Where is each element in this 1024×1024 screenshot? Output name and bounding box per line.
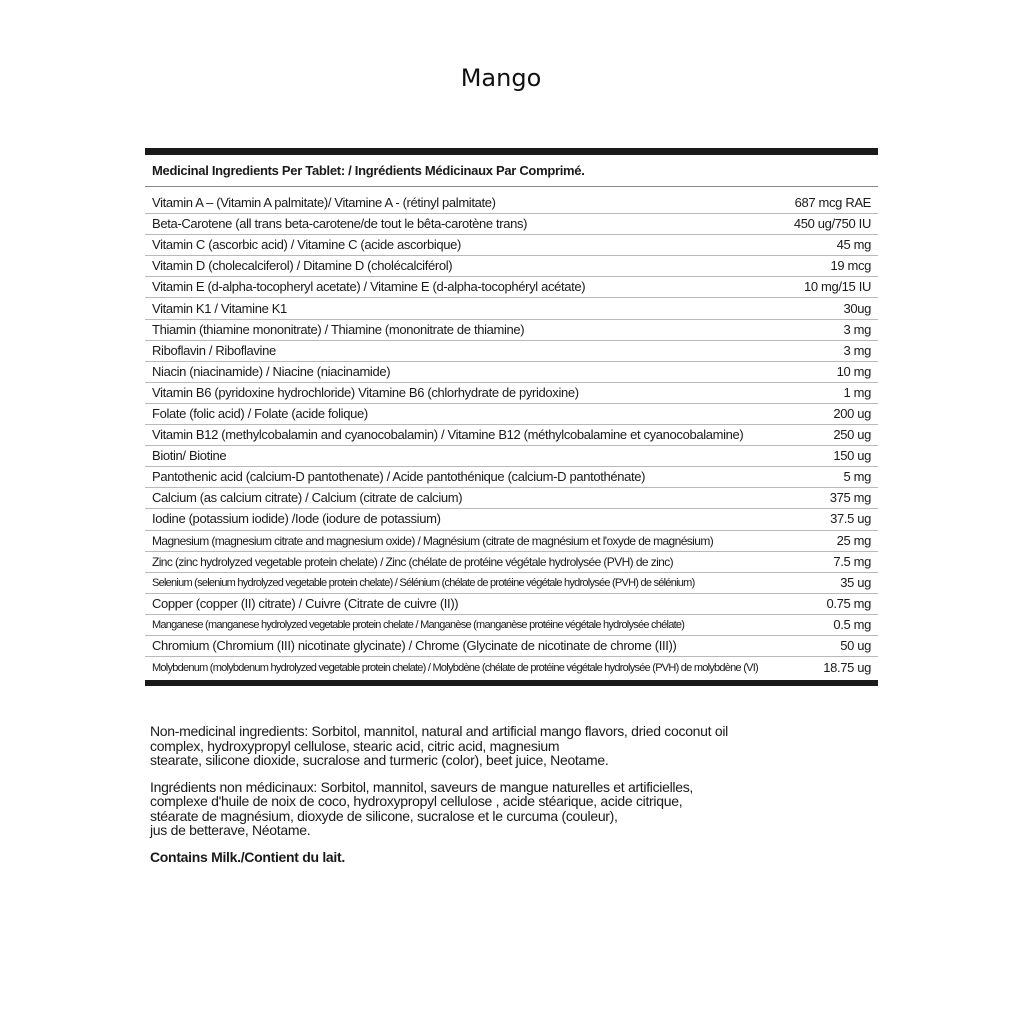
ingredient-name: Vitamin K1 / Vitamine K1 bbox=[152, 300, 287, 316]
medicinal-ingredients-panel bbox=[145, 148, 878, 686]
ingredient-row bbox=[145, 341, 878, 362]
ingredient-name: Vitamin C (ascorbic acid) / Vitamine C (acide ascorbique) bbox=[152, 237, 462, 253]
ingredient-amount: 250 ug bbox=[833, 427, 871, 443]
ingredient-name: Thiamin (thiamine mononitrate) / Thiamine (mononitrate de thiamine) bbox=[152, 321, 525, 337]
ingredient-name: Calcium (as calcium citrate) / Calcium (citrate de calcium) bbox=[152, 490, 463, 506]
ingredient-name: Vitamin B12 (methylcobalamin and cyanocobalamin) / Vitamine B12 (méthylcobalamine et cyanocobalamine) bbox=[152, 427, 744, 443]
ingredient-row bbox=[145, 573, 878, 594]
ingredient-amount: 687 mcg RAE bbox=[794, 195, 871, 211]
note-line: Ingrédients non médicinaux: Sorbitol, mannitol, saveurs de mangue naturelles et artificielles, bbox=[150, 778, 693, 795]
ingredient-name: Niacin (niacinamide) / Niacine (niacinamide) bbox=[152, 363, 391, 379]
note-line: stéarate de magnésium, dioxyde de silicone, sucralose et le curcuma (couleur), bbox=[150, 807, 618, 824]
ingredient-row bbox=[145, 636, 878, 657]
ingredient-row bbox=[145, 298, 878, 319]
note-line: complex, hydroxypropyl cellulose, stearic acid, citric acid, magnesium bbox=[150, 737, 560, 754]
page-title: Mango bbox=[460, 64, 542, 92]
ingredient-name: Riboflavin / Riboflavine bbox=[152, 342, 276, 358]
ingredient-name: Vitamin D (cholecalciferol) / Ditamine D (cholécalciférol) bbox=[152, 258, 453, 274]
ingredient-name: Vitamin A – (Vitamin A palmitate)/ Vitamine A - (rétinyl palmitate) bbox=[152, 195, 496, 211]
ingredient-row bbox=[145, 509, 878, 530]
ingredient-row bbox=[145, 235, 878, 256]
ingredient-row bbox=[145, 467, 878, 488]
ingredient-amount: 0.75 mg bbox=[826, 595, 871, 611]
ingredient-row bbox=[145, 594, 878, 615]
ingredient-amount: 35 ug bbox=[840, 574, 871, 590]
top-divider bbox=[145, 148, 878, 155]
ingredient-row bbox=[145, 657, 878, 678]
ingredient-amount: 50 ug bbox=[840, 638, 871, 654]
ingredient-row bbox=[145, 362, 878, 383]
ingredient-name: Beta-Carotene (all trans beta-carotene/de tout le bêta-carotène trans) bbox=[152, 216, 528, 232]
bottom-divider bbox=[145, 680, 878, 686]
ingredient-amount: 1 mg bbox=[843, 384, 871, 400]
allergen-statement: Contains Milk./Contient du lait. bbox=[150, 848, 345, 865]
ingredient-amount: 19 mcg bbox=[830, 258, 871, 274]
ingredient-name: Iodine (potassium iodide) /Iode (iodure de potassium) bbox=[152, 511, 441, 527]
ingredient-row bbox=[145, 488, 878, 509]
ingredient-row bbox=[145, 277, 878, 298]
ingredient-name: Biotin/ Biotine bbox=[152, 448, 227, 464]
ingredient-name: Copper (copper (II) citrate) / Cuivre (Citrate de cuivre (II)) bbox=[152, 595, 459, 611]
notes-section bbox=[150, 724, 850, 864]
ingredient-amount: 18.75 ug bbox=[823, 659, 871, 675]
ingredient-name: Pantothenic acid (calcium-D pantothenate) / Acide pantothénique (calcium-D pantothénate) bbox=[152, 469, 646, 485]
ingredient-amount: 200 ug bbox=[833, 405, 871, 421]
ingredient-amount: 3 mg bbox=[843, 342, 871, 358]
ingredient-name: Molybdenum (molybdenum hydrolyzed vegetable protein chelate) / Molybdène (chélate de protéine végétale hydrolysée (PVH) de molybdène (VI) bbox=[152, 661, 758, 674]
ingredient-name: Vitamin B6 (pyridoxine hydrochloride) Vitamine B6 (chlorhydrate de pyridoxine) bbox=[152, 384, 579, 400]
ingredient-amount: 375 mg bbox=[829, 490, 871, 506]
ingredient-amount: 150 ug bbox=[833, 448, 871, 464]
ingredient-amount: 5 mg bbox=[843, 469, 871, 485]
ingredient-amount: 37.5 ug bbox=[830, 511, 871, 527]
ingredient-amount: 30ug bbox=[843, 300, 871, 316]
ingredient-amount: 3 mg bbox=[843, 321, 871, 337]
note-line: Non-medicinal ingredients: Sorbitol, mannitol, natural and artificial mango flavors, dried coconut oil bbox=[150, 723, 728, 739]
ingredient-name: Magnesium (magnesium citrate and magnesium oxide) / Magnésium (citrate de magnésium et l'oxyde de magnésium) bbox=[152, 533, 714, 548]
ingredient-row bbox=[145, 615, 878, 636]
ingredient-row bbox=[145, 531, 878, 552]
note-line: stearate, silicone dioxide, sucralose and turmeric (color), beet juice, Neotame. bbox=[150, 752, 609, 768]
non-medicinal-ingredients-en bbox=[150, 724, 850, 768]
ingredient-amount: 45 mg bbox=[836, 237, 871, 253]
ingredient-amount: 450 ug/750 IU bbox=[793, 216, 871, 232]
ingredient-name: Manganese (manganese hydrolyzed vegetable protein chelate / Manganèse (manganèse protéine végétale hydrolysée chélate) bbox=[152, 618, 685, 631]
ingredient-row bbox=[145, 446, 878, 467]
ingredient-list bbox=[145, 193, 878, 678]
ingredient-row bbox=[145, 383, 878, 404]
ingredient-amount: 10 mg bbox=[836, 363, 871, 379]
ingredient-name: Chromium (Chromium (III) nicotinate glycinate) / Chrome (Glycinate de nicotinate de chrome (III)) bbox=[152, 638, 677, 654]
ingredient-row bbox=[145, 552, 878, 573]
ingredient-row bbox=[145, 404, 878, 425]
ingredient-name: Vitamin E (d-alpha-tocopheryl acetate) / Vitamine E (d-alpha-tocophéryl acétate) bbox=[152, 279, 586, 295]
non-medicinal-ingredients-fr bbox=[150, 780, 850, 838]
ingredient-row bbox=[145, 425, 878, 446]
panel-header: Medicinal Ingredients Per Tablet: / Ingrédients Médicinaux Par Comprimé. bbox=[145, 155, 878, 187]
ingredient-name: Selenium (selenium hydrolyzed vegetable protein chelate) / Sélénium (chélate de protéine végétale hydrolysée (PVH) de sélénium) bbox=[152, 576, 695, 589]
ingredient-row bbox=[145, 256, 878, 277]
ingredient-amount: 10 mg/15 IU bbox=[804, 279, 871, 295]
ingredient-row bbox=[145, 214, 878, 235]
ingredient-name: Folate (folic acid) / Folate (acide folique) bbox=[152, 405, 368, 421]
note-line: complexe d'huile de noix de coco, hydroxypropyl cellulose , acide stéarique, acide citrique, bbox=[150, 793, 683, 809]
ingredient-row bbox=[145, 193, 878, 214]
ingredient-amount: 25 mg bbox=[836, 532, 871, 548]
note-line: jus de betterave, Néotame. bbox=[150, 822, 311, 838]
ingredient-amount: 7.5 mg bbox=[833, 553, 871, 569]
ingredient-name: Zinc (zinc hydrolyzed vegetable protein chelate) / Zinc (chélate de protéine végétale hydrolysée (PVH) de zinc) bbox=[152, 554, 674, 569]
ingredient-row bbox=[145, 320, 878, 341]
ingredient-amount: 0.5 mg bbox=[833, 616, 871, 632]
